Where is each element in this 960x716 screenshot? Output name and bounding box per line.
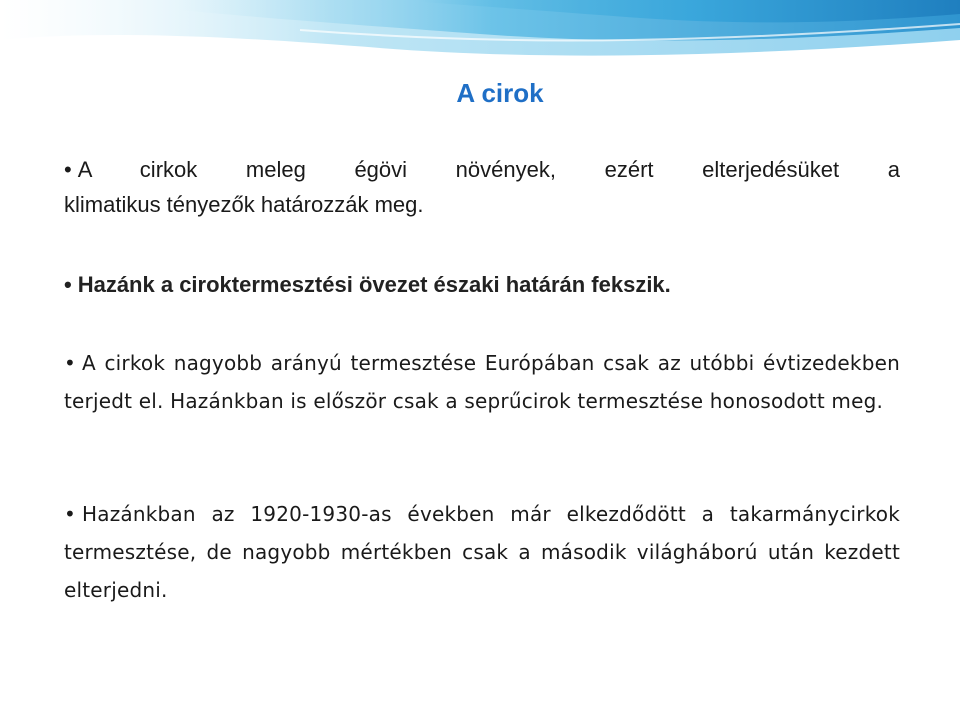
bullet-4 xyxy=(64,495,900,609)
bullet-4-text: Hazánkban az 1920-1930-as években már elkezdődött a takarmánycirkok termesztése, de nagyobb mértékben csak a második világháború után kezdett elterjedni. xyxy=(64,502,900,602)
bullet-1-line-1 xyxy=(64,152,900,187)
wave-banner-decoration xyxy=(0,0,960,80)
bullet-1 xyxy=(64,152,900,222)
bullet-marker: • xyxy=(64,157,72,182)
bullet-3-text: A cirkok nagyobb arányú termesztése Európában csak az utóbbi évtizedekben terjedt el. Hazánkban is először csak a seprűcirok termesztése honosodott meg. xyxy=(64,351,900,413)
bullet-marker: • xyxy=(64,272,72,297)
slide-title xyxy=(0,78,950,109)
bullet-2-text: Hazánk a ciroktermesztési övezet északi határán fekszik. xyxy=(77,272,671,297)
bullet-marker: • xyxy=(64,502,76,526)
bullet-3 xyxy=(64,344,900,420)
bullet-1-text-line-1: A cirkok meleg égövi növények, ezért elterjedésüket a xyxy=(77,157,900,182)
bullet-2 xyxy=(64,267,900,302)
bullet-marker: • xyxy=(64,351,76,375)
slide-title-text: A cirok xyxy=(456,78,544,108)
bullet-1-text-line-2: klimatikus tényezők határozzák meg. xyxy=(64,192,424,217)
